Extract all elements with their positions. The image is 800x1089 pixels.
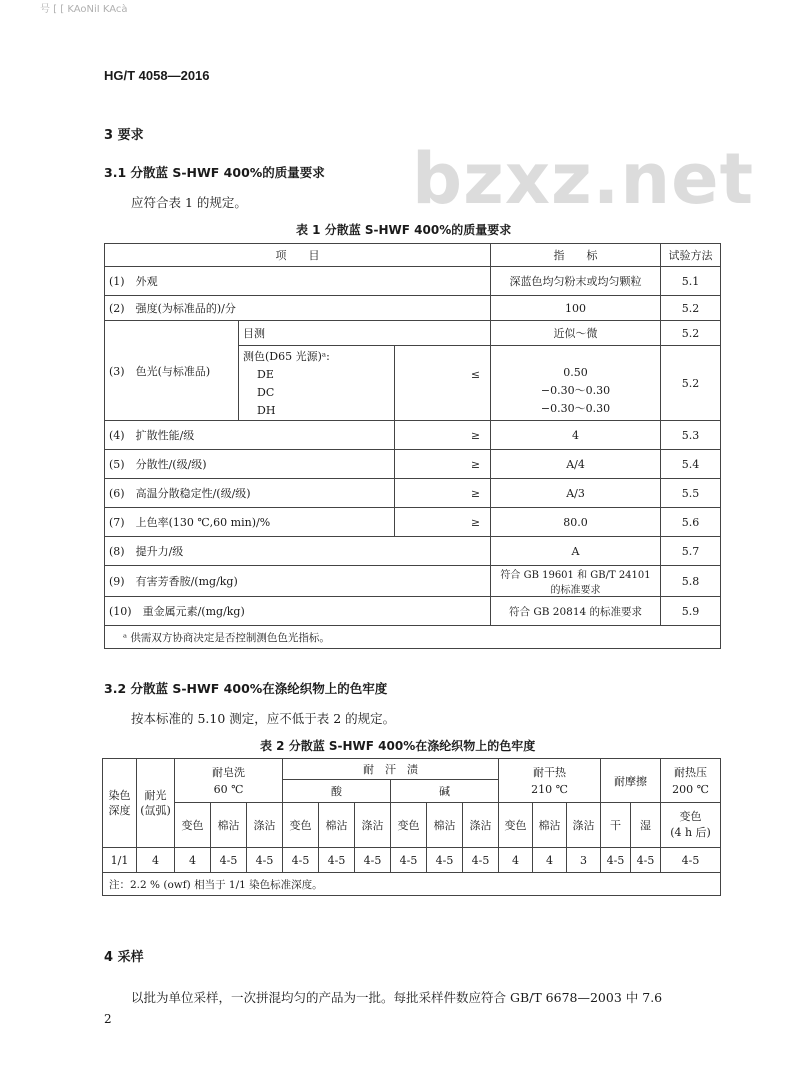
table-header-depth: 染色 深度 [103, 759, 137, 848]
table-header-sub: 棉沾 [427, 803, 463, 848]
table-header-item: 项 目 [105, 244, 491, 267]
table-cell: 4-5 [319, 848, 355, 873]
section-3-title: 3 要求 [104, 128, 144, 143]
table-header-hotpress: 耐热压 200 ℃ [661, 759, 721, 803]
header-mark: 号 [ [ KAoNiI KAcà [40, 4, 128, 15]
table-cell: 4-5 [247, 848, 283, 873]
table-header-sub: 涤沾 [567, 803, 601, 848]
table-row [105, 267, 721, 296]
table-2-note: 注：2.2 % (owf) 相当于 1/1 染色标准深度。 [103, 873, 721, 896]
section-4-title: 4 采样 [104, 950, 144, 965]
table-header-index: 指 标 [491, 244, 661, 267]
table-header-sub: 涤沾 [247, 803, 283, 848]
table-header-rubbing: 耐摩擦 [601, 759, 661, 803]
table-cell-method: 5.8 [661, 566, 721, 597]
table-cell-value: 近似～微 [491, 321, 661, 346]
table-header-sub: 变色 (4 h 后) [661, 803, 721, 848]
section-3-1-title: 3.1 分散蓝 S-HWF 400%的质量要求 [104, 165, 325, 180]
table-cell-item: (6) 高温分散稳定性/(级/级) [105, 479, 395, 508]
table-header-sub: 变色 [391, 803, 427, 848]
table-cell-value: A/4 [491, 450, 661, 479]
table-header-dryheat: 耐干热 210 ℃ [499, 759, 601, 803]
table-row [103, 803, 721, 848]
table-cell: 4-5 [601, 848, 631, 873]
table-cell-symbol: ≥ [395, 479, 491, 508]
table-cell-method: 5.4 [661, 450, 721, 479]
table-row [105, 597, 721, 626]
table-cell-item: (7) 上色率(130 ℃,60 min)/% [105, 508, 395, 537]
table-2 [102, 758, 721, 896]
table-cell-value: 100 [491, 296, 661, 321]
table-cell: 4-5 [211, 848, 247, 873]
table-cell: 4-5 [355, 848, 391, 873]
table-header-sub: 湿 [631, 803, 661, 848]
table-cell-symbol: ≥ [395, 508, 491, 537]
page-number: 2 [104, 1012, 112, 1026]
table-cell: 4 [175, 848, 211, 873]
table-1-caption: 表 1 分散蓝 S-HWF 400%的质量要求 [296, 223, 512, 237]
table-cell-item: (9) 有害芳香胺/(mg/kg) [105, 566, 491, 597]
table-cell-item: (5) 分散性/(级/级) [105, 450, 395, 479]
table-cell: 4-5 [463, 848, 499, 873]
table-cell: 4-5 [427, 848, 463, 873]
table-cell-method: 5.7 [661, 537, 721, 566]
table-row [105, 321, 721, 346]
table-row [105, 479, 721, 508]
table-row [105, 296, 721, 321]
table-row [105, 566, 721, 597]
table-row [105, 244, 721, 267]
table-row [105, 537, 721, 566]
table-cell-method: 5.2 [661, 321, 721, 346]
table-cell-value: 符合 GB 19601 和 GB/T 24101 的标准要求 [491, 566, 661, 597]
table-header-sub: 变色 [283, 803, 319, 848]
table-cell: 1/1 [103, 848, 137, 873]
section-3-2-title: 3.2 分散蓝 S-HWF 400%在涤纶织物上的色牢度 [104, 681, 388, 696]
section-4-body: 以批为单位采样，一次拼混均匀的产品为一批。每批采样件数应符合 GB/T 6678—2003 中 7.6 [131, 990, 663, 1005]
table-cell-symbol: ≤ [395, 346, 491, 421]
table-cell-method: 5.6 [661, 508, 721, 537]
table-cell-method: 5.2 [661, 346, 721, 421]
table-cell: 4 [533, 848, 567, 873]
table-header-sub: 涤沾 [355, 803, 391, 848]
table-cell-method: 5.1 [661, 267, 721, 296]
table-row [105, 450, 721, 479]
table-cell-item: (2) 强度(为标准品的)/分 [105, 296, 491, 321]
table-header-method: 试验方法 [661, 244, 721, 267]
table-cell-item: (1) 外观 [105, 267, 491, 296]
table-cell-value: 80.0 [491, 508, 661, 537]
table-cell-value: 0.50 −0.30～0.30 −0.30～0.30 [491, 346, 661, 421]
table-cell: 4-5 [661, 848, 721, 873]
table-1 [104, 243, 721, 649]
table-cell-symbol: ≥ [395, 450, 491, 479]
table-cell: 4-5 [391, 848, 427, 873]
table-header-sub: 棉沾 [211, 803, 247, 848]
table-header-alkali: 碱 [391, 780, 499, 803]
table-header-sub: 变色 [175, 803, 211, 848]
document-number: HG/T 4058—2016 [104, 68, 210, 83]
table-cell-item: (8) 提升力/级 [105, 537, 491, 566]
watermark: bzxz.net [412, 138, 755, 220]
table-cell: 4-5 [283, 848, 319, 873]
table-row [103, 873, 721, 896]
table-1-footnote: ᵃ 供需双方协商决定是否控制测色色光指标。 [105, 626, 721, 649]
table-header-sub: 干 [601, 803, 631, 848]
table-header-sub: 变色 [499, 803, 533, 848]
section-3-1-body: 应符合表 1 的规定。 [131, 195, 247, 210]
table-header-light: 耐光 (氙弧) [137, 759, 175, 848]
table-2-caption: 表 2 分散蓝 S-HWF 400%在涤纶织物上的色牢度 [260, 739, 536, 753]
table-header-sub: 涤沾 [463, 803, 499, 848]
table-cell-method: 5.2 [661, 296, 721, 321]
section-3-2-body: 按本标准的 5.10 测定，应不低于表 2 的规定。 [131, 711, 396, 726]
table-cell: 4 [137, 848, 175, 873]
table-cell-value: 深蓝色均匀粉末或均匀颗粒 [491, 267, 661, 296]
table-cell-value: 符合 GB 20814 的标准要求 [491, 597, 661, 626]
table-header-acid: 酸 [283, 780, 391, 803]
table-cell-method: 5.9 [661, 597, 721, 626]
table-cell-subitem: 目测 [239, 321, 491, 346]
table-header-soaping: 耐皂洗 60 ℃ [175, 759, 283, 803]
table-cell-value: A/3 [491, 479, 661, 508]
table-cell-value: 4 [491, 421, 661, 450]
table-header-sub: 棉沾 [533, 803, 567, 848]
table-cell: 4-5 [631, 848, 661, 873]
table-cell-symbol: ≥ [395, 421, 491, 450]
table-row [103, 848, 721, 873]
table-row [105, 508, 721, 537]
table-header-sub: 棉沾 [319, 803, 355, 848]
table-cell: 4 [499, 848, 533, 873]
table-cell-item: (3) 色光(与标准品) [105, 321, 239, 421]
table-row [105, 421, 721, 450]
table-cell-item: (10) 重金属元素/(mg/kg) [105, 597, 491, 626]
table-cell-method: 5.5 [661, 479, 721, 508]
table-row [105, 626, 721, 649]
table-cell: 3 [567, 848, 601, 873]
table-row [103, 759, 721, 780]
table-cell-item: (4) 扩散性能/级 [105, 421, 395, 450]
table-cell-value: A [491, 537, 661, 566]
table-cell-method: 5.3 [661, 421, 721, 450]
table-header-sweat: 耐 汗 渍 [283, 759, 499, 780]
table-cell-subitem: 测色(D65 光源)ᵃ: DE DC DH [239, 346, 395, 421]
